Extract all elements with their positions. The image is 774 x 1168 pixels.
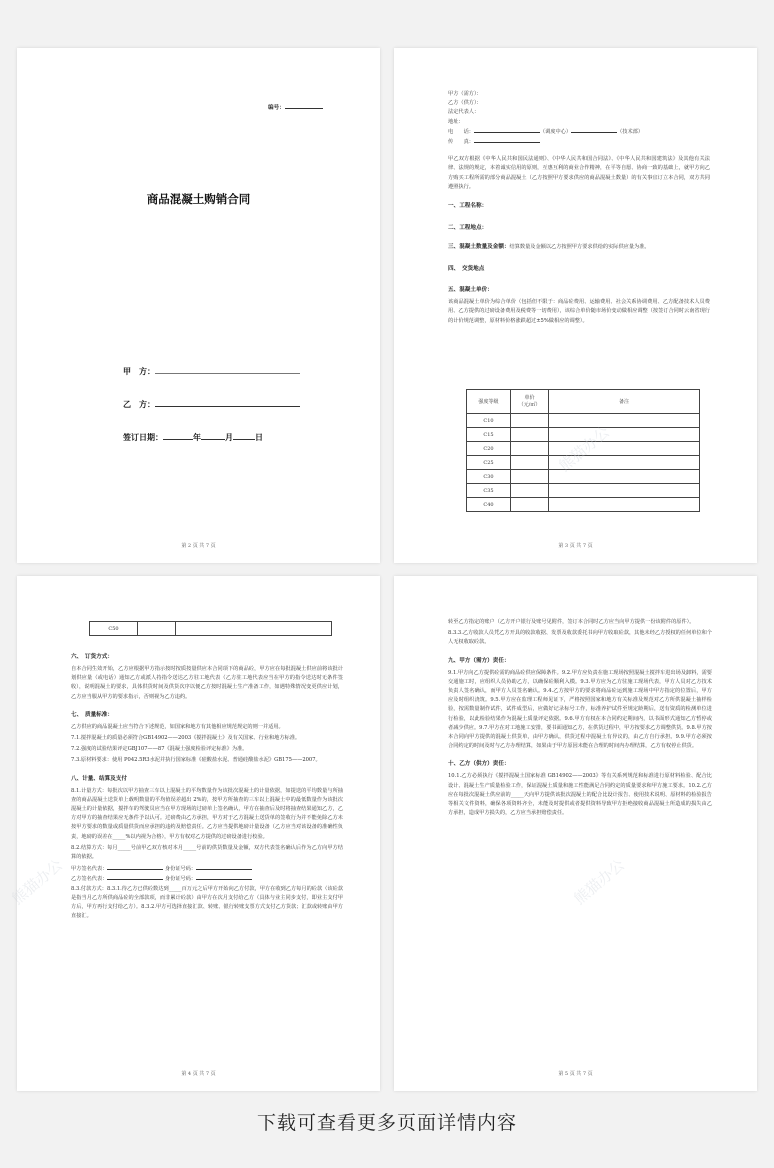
- page2-body: [448, 90, 710, 328]
- section-7-text: 乙方供应的商品混凝土应当符合下述规范，如国家和地方有其他相应规范规定的则一并适用。: [71, 723, 284, 730]
- price-cell: [511, 498, 549, 512]
- grade-cell: C25: [467, 456, 511, 470]
- note-cell: [549, 428, 700, 442]
- table-row: [467, 414, 700, 428]
- price-cell: [511, 470, 549, 484]
- grade-cell: C15: [467, 428, 511, 442]
- header-note: 备注: [549, 390, 700, 414]
- party-a-field: 甲 方：: [123, 366, 300, 377]
- page-footer: 第 3 页 共 7 页: [558, 543, 593, 549]
- watermark-text: 熊猫办公: [570, 855, 629, 909]
- section-5-text: 该商品混凝土单价为综合单价（包括但不限于：商品砼费用、运输费用、社会关系协调费用、乙方配备技术人员费用、乙方提供的过磅设备费用及税费等一切费用），该综合单价随市场价变动做相应调整（按签订合同时云南省现行的计价规范调整，原材料价格涨跌超过±5%做相应的调整）。: [448, 299, 710, 324]
- party-a-line: 甲方（需方）：: [448, 91, 482, 97]
- note-cell: [549, 414, 700, 428]
- section-3: 三、混凝土数量及金额：结算数量及金额以乙方按照甲方要求供给的实际供应量为准。: [448, 244, 650, 251]
- section-6-text: 自本合同生效开始，乙方应根据甲方指示按时按质按量供应本合同项下的商品砼，甲方应在每批混凝土供应前将该批计划供应量（或电话）通知乙方或派人持指令送达乙方驻工地代表（乙方驻工地代表应当在甲方的指令送达时无条件签收），说明混凝土的要求，具体供货时间及供货次序以便乙方按时混凝土生产准备工作，如遇特殊情况变更供应计划，乙方应当服从甲方的要求指示，否则视为乙方违约。: [71, 666, 343, 700]
- section-8-measurement: 8.1.计量方式：每批次以甲方抽查三车以上混凝土的平均数量作为该批次混凝土的计量依据，如提送的平均数量与所抽查的商品混凝土送货单上载明数量的平均值误差超出 2%的，按甲方所抽查的三车以上混凝土中的最低数量作为该批次混凝土的计量依据，搅拌车的驾驶员应当在甲方现场的过磅单上签名确认，甲方在抽查后及时将抽查结果通知乙方，乙方对甲方的抽查结果应无条件予以认可。过磅费由乙方承担，甲方对于乙方混凝土送货单的签收行为并不能免除乙方未按甲方要求的数量或质量供货而应承担的违约及赔偿责任。乙方应当提供地磅计量设备（乙方应当对该设备的准确性负责，地磅的误差在_____%以内视为合格），甲方有权对乙方提供的过磅设备进行校验。: [71, 787, 343, 840]
- phone-line: 电 话： （调度中心） （技术部）: [448, 128, 644, 135]
- sign-date-field: 签订日期： 年 月 日: [123, 432, 263, 442]
- section-2-heading: 二、工程地点：: [448, 225, 488, 232]
- section-8-payment: 8.3.付款方式：8.3.1.待乙方已供砼数达到_____百万元之后甲方开始向乙方付款，甲方在收到乙方每月的砼款（该砼款是指当月乙方所供商品砼的全部款项，而非累计砼款）由甲方在次月支付给乙方（具体与业主同步支付，即业主支付甲方后，甲方再行支付给乙方）。8.3.2.甲方可选择直接汇款、转账、银行转账支票方式支付乙方货款；汇款或转账由甲方直接汇。: [71, 885, 343, 920]
- price-cell: [511, 442, 549, 456]
- table-row: [467, 470, 700, 484]
- document-page-cover: [17, 48, 380, 563]
- price-cell: [138, 622, 176, 636]
- watermark-text: 熊猫办公: [8, 855, 67, 909]
- section-7-item: 7.3.原材料要求：使用 P042.5R3水泥并执行国家标准《硅酸盐水泥、普通硅酸盐水泥》GB175——2007。: [71, 757, 321, 764]
- grade-cell: C30: [467, 470, 511, 484]
- page-footer: 第 2 页 共 7 页: [181, 543, 216, 549]
- page-footer: 第 5 页 共 7 页: [558, 1071, 593, 1077]
- page-footer: 第 4 页 共 7 页: [181, 1071, 216, 1077]
- account-paragraph: 转至乙方指定的账户（乙方开户银行及账号见附件，签订本合同时乙方应当向甲方提供一份该附件的原件）。: [448, 619, 695, 625]
- note-cell: [176, 622, 332, 636]
- price-cell: [511, 414, 549, 428]
- grade-cell: C40: [467, 498, 511, 512]
- section-7-heading: 七、 质量标准：: [71, 711, 113, 718]
- party-b-field: 乙 方：: [123, 399, 300, 410]
- contract-number-label: 编号：: [268, 103, 323, 113]
- legal-rep-line: 法定代表人：: [448, 109, 480, 116]
- table-row: [467, 498, 700, 512]
- document-page-4: [8, 576, 380, 1091]
- watermark-text: 熊猫办公: [555, 422, 614, 476]
- note-cell: [549, 498, 700, 512]
- section-9-text: 9.1.甲方向乙方提供砼需的商品砼供应保障条件。9.2.甲方应负责在施工现场按照混凝土搅拌车进出场及卸料，需要交通施工时，应组织人员协助乙方，以确保砼顺利入模。9.3.甲方应为乙方驻施工现场代表，甲方人员对乙方技术负责人签名确认，而甲方人员签名确认。9.4.乙方按甲方的要求将商品砼运到施工现场中甲方指定的位置后，甲方应及时组织浇筑。9.5.甲方应在监理工程师见证下，严格按照国家和地方有关标准及规范对乙方所供混凝土抽样检验，按需数量制作试件，试件成型后，应做好记录标号工作，标准养护试件至规定龄期后，送有资质的检测单位进行检验，以此检验结果作为混凝土质量评定依据。9.6.甲方有权在本合同约定期间内，以书面形式通知乙方暂停或者减少供应。9.7.甲方在对工地施工安排，要书面通知乙方，在供货过程中，甲方按要求乙方调整供货。9.8.甲方按本合同向甲方提供的混凝土供货单，由甲方确认，供货过程中混凝土有异议的，由乙方自行承担。9.9.甲方必须按合同约定的时间及时与乙方办理结算，如果由于甲方原因未能在合理的时间内办理结算，乙方有权停止供货。: [448, 669, 712, 750]
- page4-body: [71, 644, 343, 923]
- intro-paragraph: 甲乙双方根据《中华人民共和国民法通则》、《中华人民共和国合同法》、《中华人民共和国建筑法》及其他有关法律、法规的规定，本着诚实信用的原则，互惠互利的商业合作精神，在平等自愿、协商一致的基础上，就甲方向乙方购买工程所需的部分商品混凝土（乙方按照甲方要求供应的商品混凝土数量）的有关事宜订立本合同，双方共同遵照执行。: [448, 156, 710, 190]
- section-6-heading: 六、 订货方式：: [71, 654, 113, 660]
- contract-title: 商品混凝土购销合同: [146, 192, 251, 206]
- section-9-heading: 九、甲方（需方）责任：: [448, 657, 510, 664]
- price-cell: [511, 456, 549, 470]
- section-7-item: 7.1.搅拌混凝土的质量必须符合GB14902——2003《搅拌混凝土》及有关国家、行业和地方标准。: [71, 735, 301, 742]
- price-cell: [511, 428, 549, 442]
- page5-body: [448, 618, 712, 820]
- address-line: 地址：: [448, 118, 464, 125]
- grade-cell: C50: [90, 622, 138, 636]
- party-b-line: 乙方（供方）：: [448, 100, 482, 107]
- document-page-2: [394, 48, 757, 563]
- clause-8-3-3: 8.3.3.乙方收款人员凭乙方开具的收款收据、发票及收款委托书向甲方收取砼款，其他未经乙方授权的任何单位和个人无权收取砼款。: [448, 630, 712, 646]
- section-5-heading: 五、混凝土单价：: [448, 287, 493, 294]
- header-price: 单价 （元/㎥）: [511, 390, 549, 414]
- fax-line: 传 真：: [448, 137, 710, 147]
- note-cell: [549, 484, 700, 498]
- signatory-line: 乙方签名代表： 身份证号码：: [71, 874, 343, 884]
- section-8-settlement: 8.2.结算方式：每月_____号前甲乙双方核对本月_____号前的供货数量及金额，双方代表签名确认后作为乙方向甲方结算的依据。: [71, 844, 343, 861]
- price-table-continued: [89, 621, 332, 636]
- section-1-heading: 一、工程名称：: [448, 203, 488, 210]
- grade-cell: C35: [467, 484, 511, 498]
- price-cell: [511, 484, 549, 498]
- download-caption: 下载可查看更多页面详情内容: [256, 1112, 517, 1134]
- section-8-heading: 八、计量、结算及支付: [71, 775, 127, 782]
- section-3-heading: 三、混凝土数量及金额：: [448, 244, 510, 251]
- document-page-5: [394, 576, 757, 1091]
- table-row: [467, 484, 700, 498]
- table-row: [90, 622, 332, 636]
- signatory-line: 甲方签名代表： 身份证号码：: [71, 864, 343, 874]
- grade-cell: C20: [467, 442, 511, 456]
- grade-cell: C10: [467, 414, 511, 428]
- section-10-heading: 十、乙方（供方）责任：: [448, 761, 510, 768]
- section-4-heading: 四、 交货地点: [448, 266, 485, 273]
- header-grade: 强度等级: [467, 390, 511, 414]
- section-7-item: 7.2.强度的试验结果评定GBJ107——87《混凝土强度检验评定标准》为准。: [71, 746, 248, 753]
- table-header-row: [467, 390, 700, 414]
- section-10-text: 10.1.乙方必须执行《搅拌混凝土国家标准 GB14902——2003》等有关系列规范和标准进行原材料检验、配合比设计、混凝土生产质量检验工作，保证混凝土质量和施工性能满足合同约定的质量要求和甲方施工要求。10.2.乙方应在每批次混凝土供应前的_____天向甲方提供该批次混凝土的配合比设计报告、使用技术说明、原材料的检验报告等相关文件资料，确保各项资料齐全，未能及时提供或者提供资料导致甲方拒绝接收商品混凝土所造成的损失由乙方承担，造成甲方损失的，乙方应当承担赔偿责任。: [448, 773, 712, 817]
